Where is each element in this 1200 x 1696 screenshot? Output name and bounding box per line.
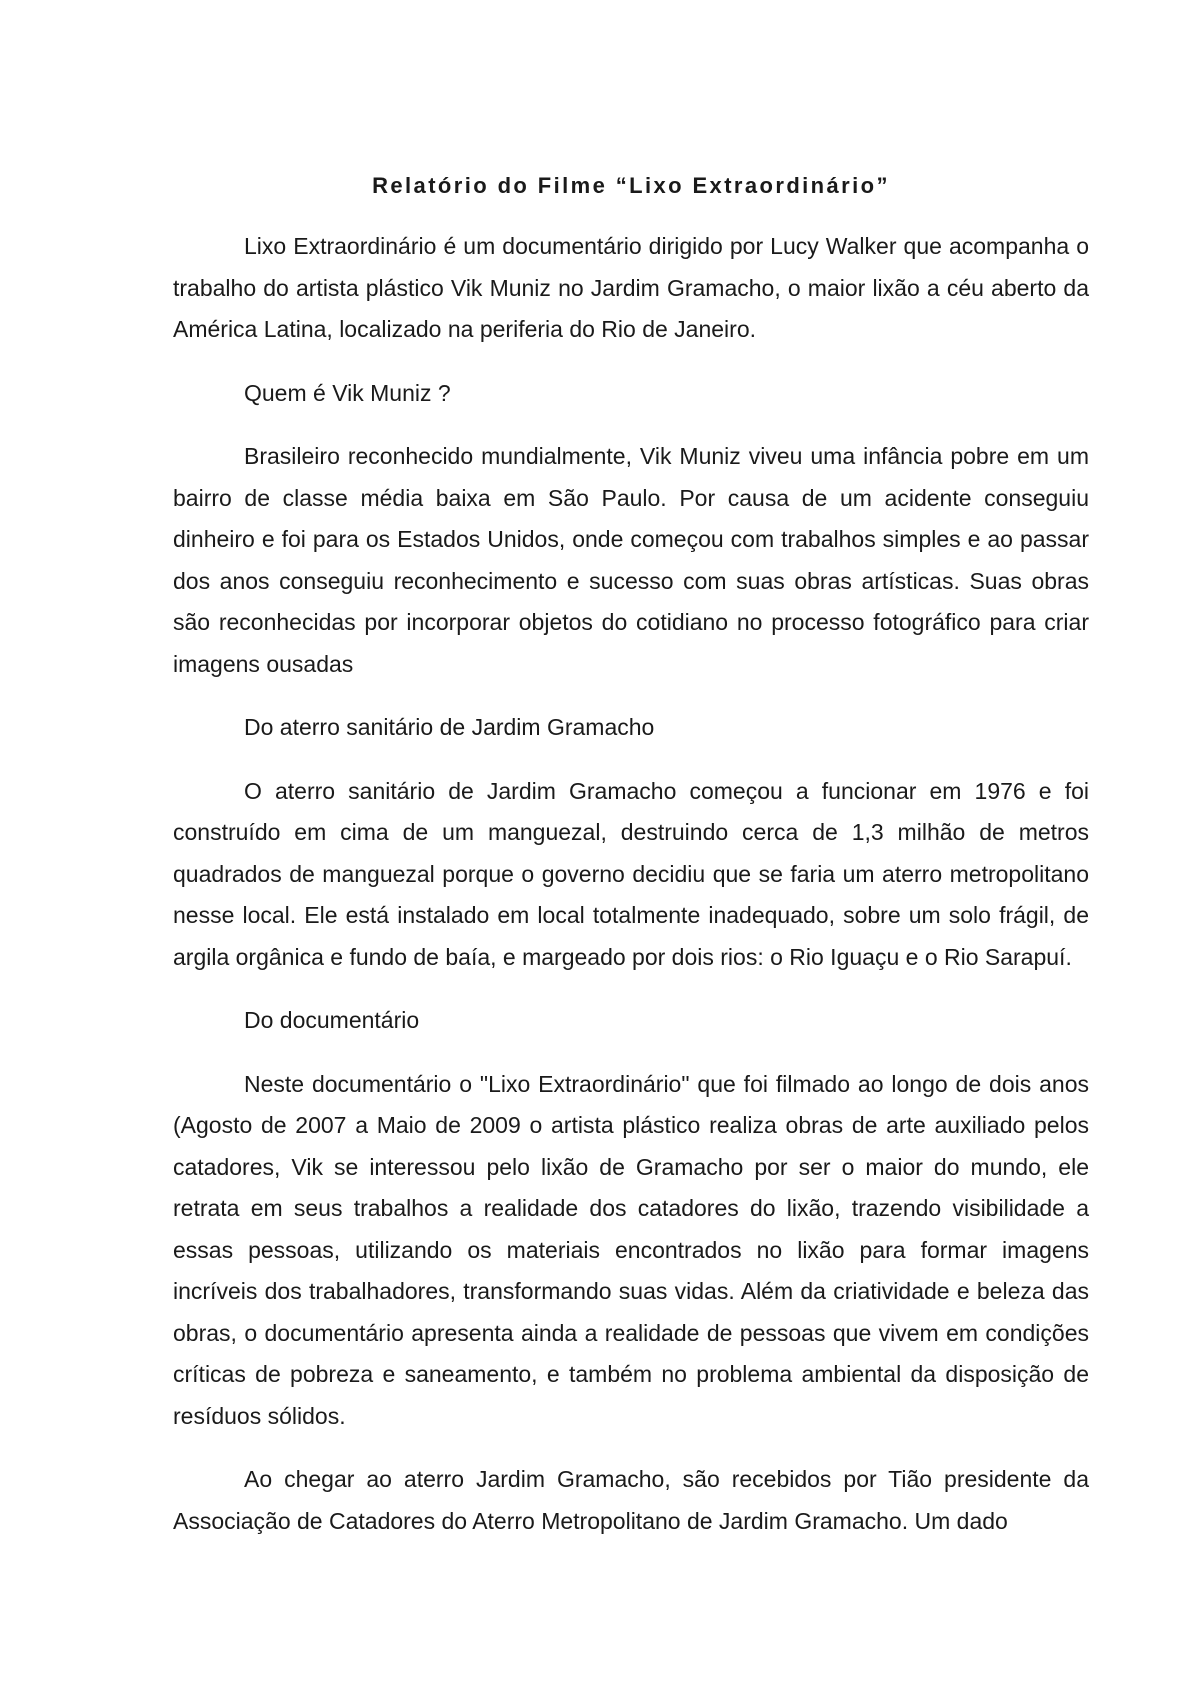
- document-title: Relatório do Filme “Lixo Extraordinário”: [372, 173, 890, 198]
- section-heading-aterro: Do aterro sanitário de Jardim Gramacho: [244, 714, 655, 740]
- paragraph-aterro: O aterro sanitário de Jardim Gramacho começou a funcionar em 1976 e foi construído em cima de um manguezal, destruindo cerca de 1,3 milhão de metros quadrados de manguezal porque o governo decidiu que se faria um aterro metropolitano nesse local. Ele está instalado em local totalmente inadequado, sobre um solo frágil, de argila orgânica e fundo de baía, e margeado por dois rios: o Rio Iguaçu e o Rio Sarapuí.: [173, 777, 1089, 970]
- paragraph-vik-muniz: Brasileiro reconhecido mundialmente, Vik Muniz viveu uma infância pobre em um bairro de classe média baixa em São Paulo. Por causa de um acidente conseguiu dinheiro e foi para os Estados Unidos, onde começou com trabalhos simples e ao passar dos anos conseguiu reconhecimento e sucesso com suas obras artísticas. Suas obras são reconhecidas por incorporar objetos do cotidiano no processo fotográfico para criar imagens ousadas: [173, 443, 1089, 677]
- document-body: [173, 166, 1089, 1564]
- paragraph-documentario: Neste documentário o "Lixo Extraordinário" que foi filmado ao longo de dois anos (Agosto de 2007 a Maio de 2009 o artista plástico realiza obras de arte auxiliado pelos catadores, Vik se interessou pelo lixão de Gramacho por ser o maior do mundo, ele retrata em seus trabalhos a realidade dos catadores do lixão, trazendo visibilidade a essas pessoas, utilizando os materiais encontrados no lixão para formar imagens incríveis dos trabalhadores, transformando suas vidas. Além da criatividade e beleza das obras, o documentário apresenta ainda a realidade de pessoas que vivem em condições críticas de pobreza e saneamento, e também no problema ambiental da disposição de resíduos sólidos.: [173, 1070, 1089, 1429]
- paragraph-intro: Lixo Extraordinário é um documentário dirigido por Lucy Walker que acompanha o trabalho do artista plástico Vik Muniz no Jardim Gramacho, o maior lixão a céu aberto da América Latina, localizado na periferia do Rio de Janeiro.: [173, 233, 1089, 342]
- paragraph-chegada-aterro: Ao chegar ao aterro Jardim Gramacho, são recebidos por Tião presidente da Associação de Catadores do Aterro Metropolitano de Jardim Gramacho. Um dado: [173, 1466, 1089, 1534]
- section-heading-vik-muniz: Quem é Vik Muniz ?: [244, 379, 451, 406]
- section-heading-documentario: Do documentário: [244, 1007, 420, 1033]
